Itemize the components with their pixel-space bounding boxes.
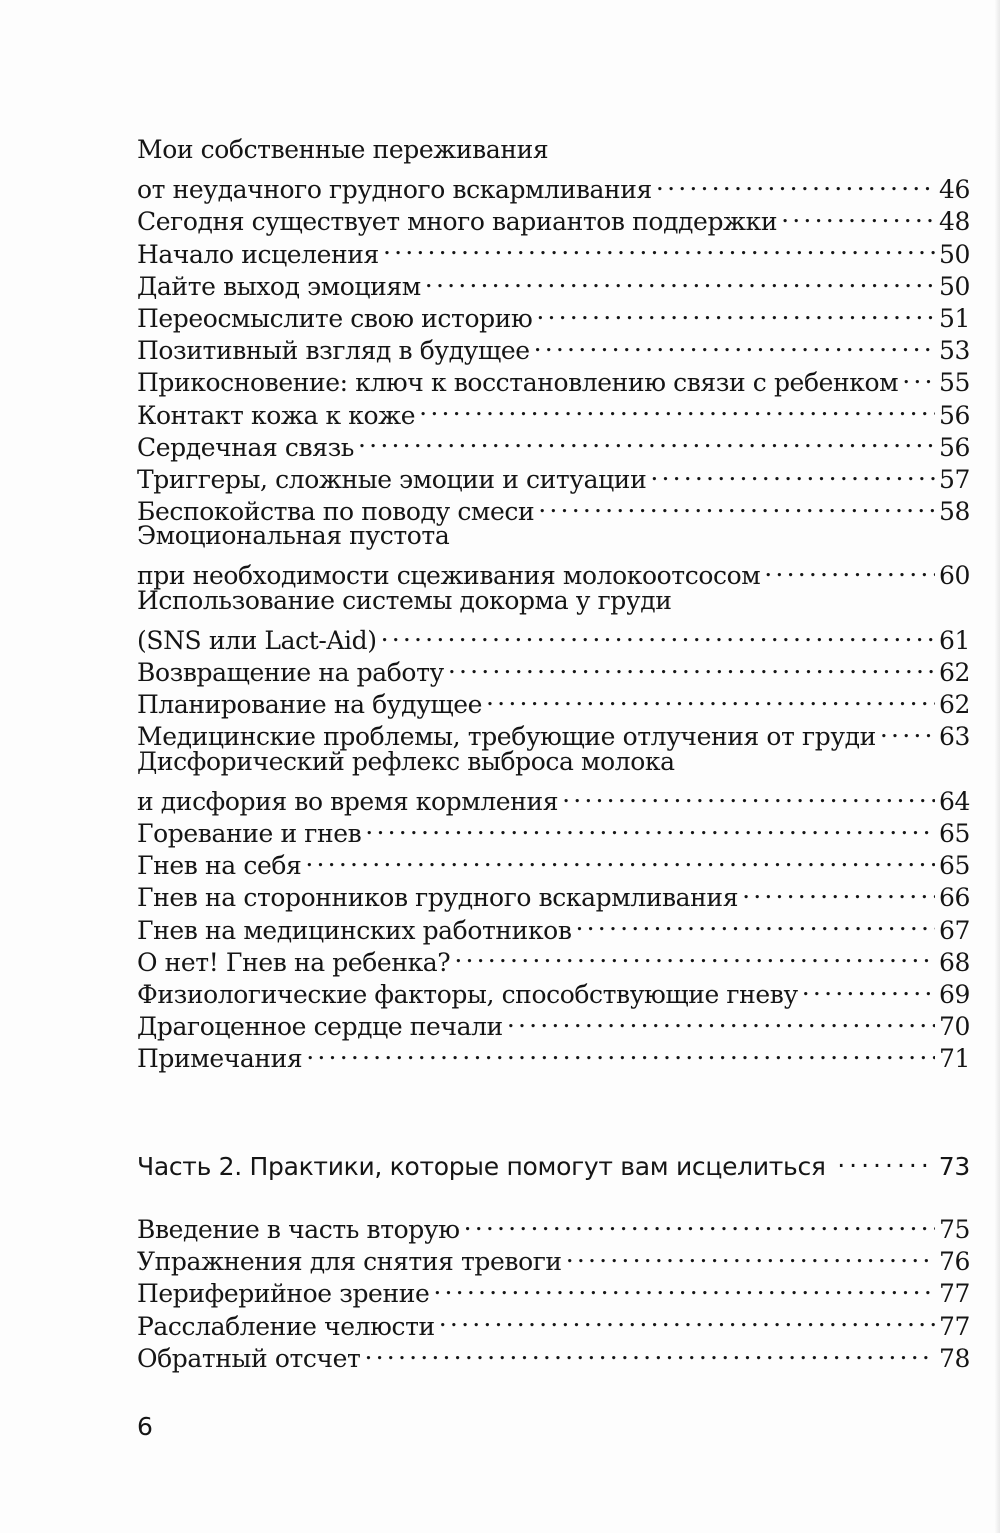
toc-entry-title: Дисфорический рефлекс выброса молока xyxy=(137,746,675,776)
part-heading xyxy=(137,1145,970,1181)
dot-leader xyxy=(358,424,935,456)
dot-leader xyxy=(562,778,935,810)
dot-leader xyxy=(454,939,935,971)
toc-entry-page: 62 xyxy=(938,658,970,687)
dot-leader xyxy=(419,392,935,424)
toc-entry-page: 46 xyxy=(938,175,970,205)
toc-entry-page: 66 xyxy=(938,883,970,913)
toc-entry-title: Медицинские проблемы, требующие отлучения от груди xyxy=(137,722,876,752)
dot-leader xyxy=(880,713,935,745)
dot-leader xyxy=(781,198,935,230)
toc-entry-title: Физиологические факторы, способствующие гневу xyxy=(137,979,798,1009)
toc-list-part-2 xyxy=(137,1206,970,1373)
toc-entry-title: Гнев на медицинских работников xyxy=(137,915,572,945)
dot-leader xyxy=(534,327,935,359)
toc-entry-title: Возвращение на работу xyxy=(137,658,444,687)
page-number: 6 xyxy=(137,1412,153,1441)
toc-entry-title: при необходимости сцеживания молокоотсосом xyxy=(137,561,761,591)
toc-entry xyxy=(137,134,970,166)
toc-entry xyxy=(137,1206,970,1244)
toc-entry-page: 78 xyxy=(938,1343,970,1373)
dot-leader xyxy=(365,1335,935,1367)
toc-entry-page: 77 xyxy=(938,1311,970,1341)
toc-entry-title: Прикосновение: ключ к восстановлению связи с ребенком xyxy=(137,368,899,398)
toc-entry-page: 60 xyxy=(938,561,970,591)
toc-entry-title: Сегодня существует много вариантов поддержки xyxy=(137,207,778,237)
toc-entry-page: 65 xyxy=(938,851,970,881)
toc-entry-title: Беспокойства по поводу смеси xyxy=(137,497,535,527)
toc-entry-title: Эмоциональная пустота xyxy=(137,521,450,551)
toc-entry-page: 50 xyxy=(938,271,970,301)
toc-entry-page: 75 xyxy=(938,1215,970,1244)
toc-entry-title: Позитивный взгляд в будущее xyxy=(137,336,530,366)
toc-entry-title: и дисфория во время кормления xyxy=(137,786,559,816)
toc-entry-title: Использование системы докорма у груди xyxy=(137,585,672,615)
toc-entry-page: 56 xyxy=(938,400,970,430)
toc-entry xyxy=(137,617,970,655)
toc-entry-page: 68 xyxy=(938,947,970,977)
toc-entry-page: 65 xyxy=(938,818,970,848)
toc-entry-page: 48 xyxy=(938,207,970,237)
toc-entry-page: 70 xyxy=(938,1012,970,1042)
dot-leader xyxy=(538,488,935,520)
toc-entry-page: 61 xyxy=(938,625,970,655)
toc-entry-page: 64 xyxy=(938,786,970,816)
toc-entry-page: 56 xyxy=(938,432,970,462)
toc-entry xyxy=(137,520,970,552)
dot-leader xyxy=(365,810,935,842)
dot-leader xyxy=(381,617,935,649)
toc-entry-title: Гнев на себя xyxy=(137,851,302,881)
toc-entry-title: Обратный отсчет xyxy=(137,1343,361,1373)
dot-leader xyxy=(464,1206,935,1238)
toc-entry xyxy=(137,778,970,816)
dot-leader xyxy=(383,231,935,263)
toc-entry-page: 69 xyxy=(938,979,970,1009)
dot-leader xyxy=(802,971,935,1003)
dot-leader xyxy=(448,649,935,681)
toc-entry-page: 50 xyxy=(938,239,970,269)
toc-entry-title: от неудачного грудного вскармливания xyxy=(137,175,652,205)
dot-leader xyxy=(507,1003,935,1035)
toc-entry-title: Гнев на сторонников грудного вскармливания xyxy=(137,883,739,913)
dot-leader xyxy=(566,1238,935,1270)
toc-entry-title: Сердечная связь xyxy=(137,432,355,462)
toc-entry-title: Драгоценное сердце печали xyxy=(137,1012,503,1042)
toc-entry-page: 77 xyxy=(938,1279,970,1309)
toc-entry-page: 55 xyxy=(938,368,970,398)
toc-entry-title: Введение в часть вторую xyxy=(137,1215,460,1244)
dot-leader xyxy=(902,359,935,391)
toc-entry-page: 58 xyxy=(938,497,970,527)
dot-leader xyxy=(536,295,935,327)
dot-leader xyxy=(764,552,935,584)
toc-entry-title: Начало исцеления xyxy=(137,239,379,269)
toc-entry-page: 71 xyxy=(938,1044,970,1074)
toc-entry xyxy=(137,552,970,591)
toc-entry-title: Контакт кожа к коже xyxy=(137,400,416,430)
toc-entry-page: 51 xyxy=(938,303,970,333)
toc-entry-title: Триггеры, сложные эмоции и ситуации xyxy=(137,464,647,494)
toc-entry-page: 57 xyxy=(938,464,970,494)
toc-entry-page: 62 xyxy=(938,690,970,720)
toc-entry-title: Планирование на будущее xyxy=(137,690,483,720)
dot-leader xyxy=(486,681,935,713)
toc-entry-page: 53 xyxy=(938,336,970,366)
dot-leader xyxy=(832,1145,933,1175)
dot-leader xyxy=(433,1270,935,1302)
toc-entry-title: Примечания xyxy=(137,1044,303,1074)
toc-entry-page: 63 xyxy=(938,722,970,752)
dot-leader xyxy=(576,907,935,939)
toc-entry-page: 76 xyxy=(938,1247,970,1277)
dot-leader xyxy=(650,456,935,488)
toc-entry-title: Переосмыслите свою историю xyxy=(137,303,533,333)
toc-list xyxy=(137,134,970,1074)
toc-entry-title: О нет! Гнев на ребенка? xyxy=(137,947,451,977)
dot-leader xyxy=(306,1035,935,1067)
toc-entry-page: 67 xyxy=(938,915,970,945)
dot-leader xyxy=(742,874,935,906)
part-page: 73 xyxy=(938,1152,970,1181)
toc-entry-title: Расслабление челюсти xyxy=(137,1311,435,1341)
toc-entry-title: Горевание и гнев xyxy=(137,818,362,848)
toc-entry-title: (SNS или Lact-Aid) xyxy=(137,625,377,655)
toc-entry xyxy=(137,585,970,617)
dot-leader xyxy=(305,842,935,874)
toc-entry-title: Периферийное зрение xyxy=(137,1279,430,1309)
toc-entry-title: Дайте выход эмоциям xyxy=(137,271,421,301)
part-title: Часть 2. Практики, которые помогут вам исцелиться xyxy=(137,1152,826,1181)
dot-leader xyxy=(656,166,935,198)
toc-entry-title: Мои собственные переживания xyxy=(137,135,549,164)
dot-leader xyxy=(425,263,935,295)
page-edge-shadow xyxy=(994,0,1000,1533)
toc-entry-title: Упражнения для снятия тревоги xyxy=(137,1247,562,1277)
toc-entry xyxy=(137,166,970,205)
dot-leader xyxy=(439,1303,935,1335)
